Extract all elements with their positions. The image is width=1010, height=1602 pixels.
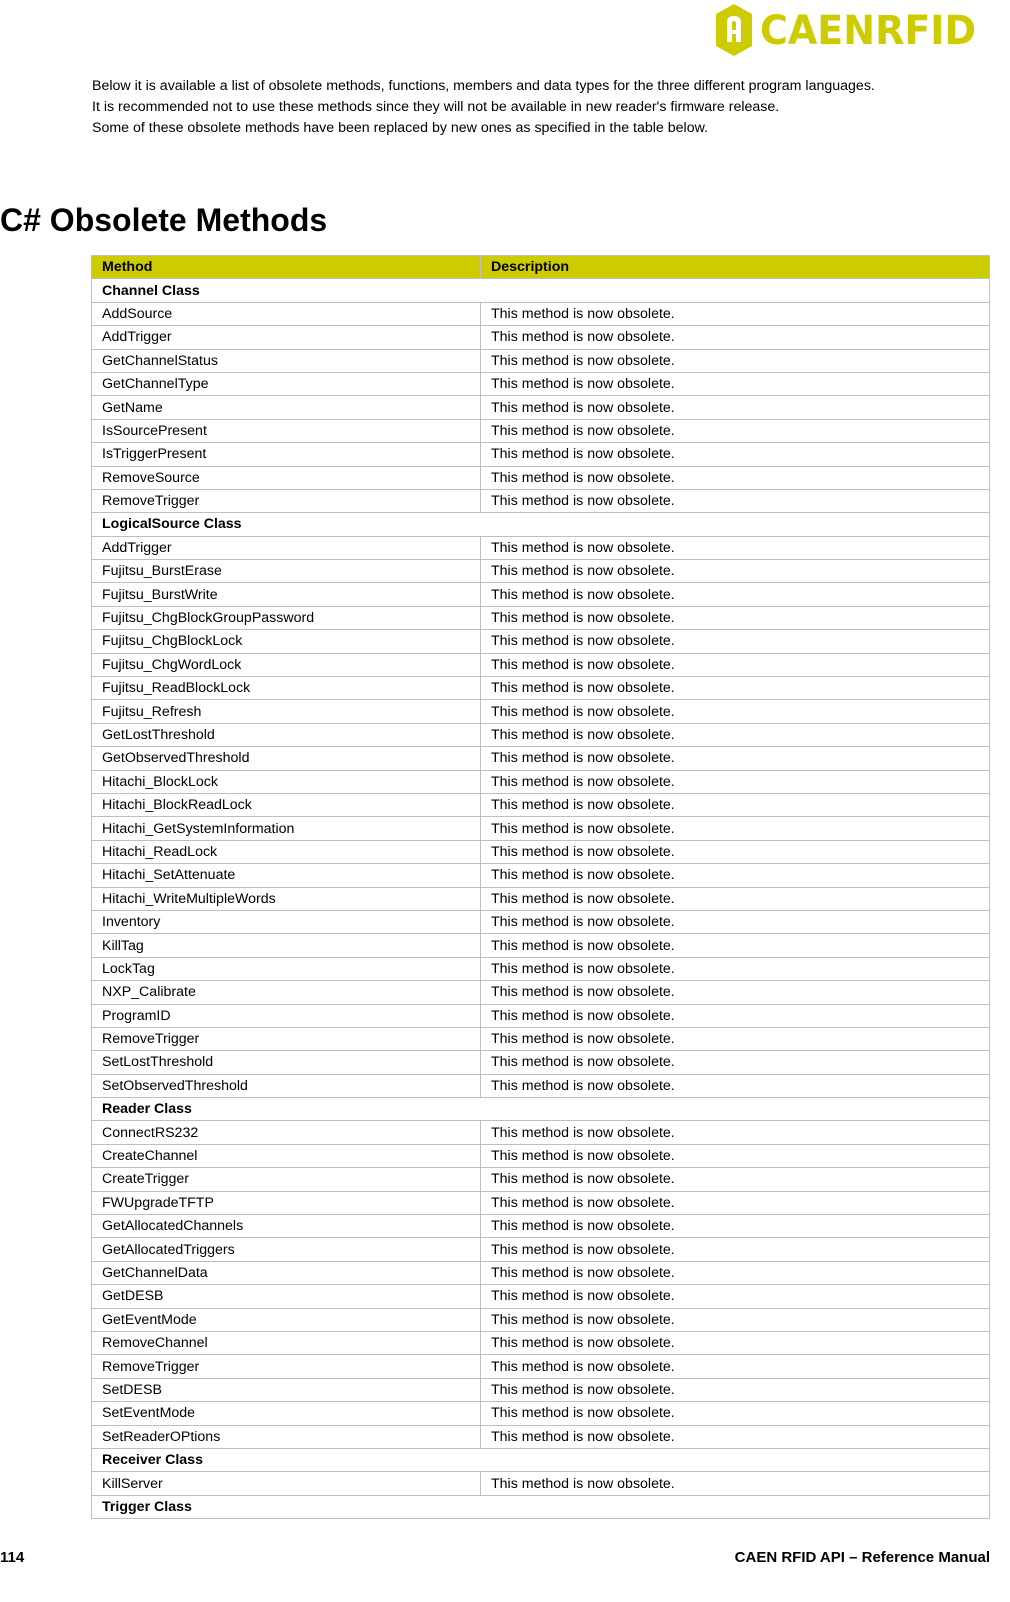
description-cell: This method is now obsolete. [481,934,990,957]
description-cell: This method is now obsolete. [481,1191,990,1214]
table-section-row [92,279,990,302]
table-section-row [92,1098,990,1121]
method-name-cell: RemoveChannel [92,1331,481,1354]
description-cell: This method is now obsolete. [481,1378,990,1401]
table-header-row [92,256,990,279]
table-row [92,910,990,933]
table-row [92,419,990,442]
description-cell: This method is now obsolete. [481,349,990,372]
description-cell: This method is now obsolete. [481,864,990,887]
table-section-row [92,513,990,536]
table-row [92,1004,990,1027]
table-row [92,1308,990,1331]
table-row [92,489,990,512]
table-row [92,326,990,349]
description-cell: This method is now obsolete. [481,443,990,466]
method-name-cell: ConnectRS232 [92,1121,481,1144]
method-name-cell: RemoveTrigger [92,1027,481,1050]
description-cell: This method is now obsolete. [481,981,990,1004]
description-cell: This method is now obsolete. [481,302,990,325]
table-row [92,1074,990,1097]
description-cell: This method is now obsolete. [481,770,990,793]
description-cell: This method is now obsolete. [481,630,990,653]
description-cell: This method is now obsolete. [481,817,990,840]
description-cell: This method is now obsolete. [481,1004,990,1027]
method-name-cell: AddSource [92,302,481,325]
description-cell: This method is now obsolete. [481,700,990,723]
description-cell: This method is now obsolete. [481,583,990,606]
table-row [92,1121,990,1144]
intro-paragraph-2: It is recommended not to use these methods since they will not be available in new reader's firmware release. [92,99,780,115]
method-name-cell: Hitachi_GetSystemInformation [92,817,481,840]
description-cell: This method is now obsolete. [481,1261,990,1284]
table-row [92,840,990,863]
description-cell: This method is now obsolete. [481,887,990,910]
method-name-cell: SetObservedThreshold [92,1074,481,1097]
table-row [92,1144,990,1167]
table-row [92,981,990,1004]
section-heading: LogicalSource Class [92,513,990,536]
method-name-cell: GetEventMode [92,1308,481,1331]
obsolete-methods-table [91,255,990,1519]
table-row [92,1402,990,1425]
method-name-cell: LockTag [92,957,481,980]
description-cell: This method is now obsolete. [481,419,990,442]
table-row [92,1472,990,1495]
description-cell: This method is now obsolete. [481,957,990,980]
table-row [92,723,990,746]
method-name-cell: GetLostThreshold [92,723,481,746]
method-name-cell: GetName [92,396,481,419]
method-name-cell: Fujitsu_ChgBlockGroupPassword [92,606,481,629]
method-name-cell: AddTrigger [92,326,481,349]
method-name-cell: CreateTrigger [92,1168,481,1191]
table-row [92,817,990,840]
description-cell: This method is now obsolete. [481,1331,990,1354]
table-row [92,630,990,653]
method-name-cell: Hitachi_BlockReadLock [92,793,481,816]
description-cell: This method is now obsolete. [481,1402,990,1425]
method-name-cell: Inventory [92,910,481,933]
description-cell: This method is now obsolete. [481,1074,990,1097]
table-row [92,1027,990,1050]
method-name-cell: Hitachi_WriteMultipleWords [92,887,481,910]
description-cell: This method is now obsolete. [481,606,990,629]
method-name-cell: SetReaderOPtions [92,1425,481,1448]
method-name-cell: Fujitsu_ReadBlockLock [92,677,481,700]
page-number: 114 [0,1549,25,1566]
method-name-cell: Fujitsu_BurstWrite [92,583,481,606]
table-row [92,1215,990,1238]
table-row [92,1425,990,1448]
table-row [92,700,990,723]
method-name-cell: AddTrigger [92,536,481,559]
table-row [92,1168,990,1191]
description-cell: This method is now obsolete. [481,489,990,512]
method-name-cell: SetEventMode [92,1402,481,1425]
description-cell: This method is now obsolete. [481,1121,990,1144]
description-cell: This method is now obsolete. [481,560,990,583]
description-cell: This method is now obsolete. [481,536,990,559]
method-name-cell: RemoveSource [92,466,481,489]
intro-paragraph-1: Below it is available a list of obsolete methods, functions, members and data types for the three different program languages. [92,78,875,94]
description-cell: This method is now obsolete. [481,1027,990,1050]
table-row [92,747,990,770]
method-name-cell: SetLostThreshold [92,1051,481,1074]
table-row [92,1191,990,1214]
method-name-cell: Fujitsu_ChgWordLock [92,653,481,676]
method-name-cell: Hitachi_SetAttenuate [92,864,481,887]
table-row [92,1331,990,1354]
description-cell: This method is now obsolete. [481,840,990,863]
method-name-cell: IsTriggerPresent [92,443,481,466]
description-cell: This method is now obsolete. [481,1308,990,1331]
method-name-cell: CreateChannel [92,1144,481,1167]
table-row [92,349,990,372]
description-cell: This method is now obsolete. [481,1472,990,1495]
table-row [92,560,990,583]
method-name-cell: GetAllocatedChannels [92,1215,481,1238]
method-name-cell: KillServer [92,1472,481,1495]
description-cell: This method is now obsolete. [481,653,990,676]
section-title: C# Obsolete Methods [0,202,328,238]
table-row [92,677,990,700]
section-heading: Reader Class [92,1098,990,1121]
description-cell: This method is now obsolete. [481,466,990,489]
description-cell: This method is now obsolete. [481,1144,990,1167]
method-name-cell: GetChannelData [92,1261,481,1284]
method-name-cell: ProgramID [92,1004,481,1027]
table-row [92,302,990,325]
description-cell: This method is now obsolete. [481,396,990,419]
description-cell: This method is now obsolete. [481,793,990,816]
method-name-cell: Hitachi_BlockLock [92,770,481,793]
description-cell: This method is now obsolete. [481,372,990,395]
table-row [92,653,990,676]
table-row [92,583,990,606]
method-name-cell: GetDESB [92,1285,481,1308]
table-row [92,1378,990,1401]
table-row [92,1355,990,1378]
table-row [92,443,990,466]
table-row [92,1051,990,1074]
method-name-cell: SetDESB [92,1378,481,1401]
table-row [92,957,990,980]
table-row [92,466,990,489]
logo-text: CAENRFID [760,8,976,54]
method-name-cell: GetObservedThreshold [92,747,481,770]
description-cell: This method is now obsolete. [481,1425,990,1448]
table-section-row [92,1448,990,1471]
footer-document-title: CAEN RFID API – Reference Manual [734,1549,990,1566]
method-name-cell: Fujitsu_ChgBlockLock [92,630,481,653]
method-name-cell: Fujitsu_Refresh [92,700,481,723]
table-row [92,887,990,910]
table-row [92,934,990,957]
table-row [92,1285,990,1308]
method-name-cell: KillTag [92,934,481,957]
method-name-cell: RemoveTrigger [92,489,481,512]
description-cell: This method is now obsolete. [481,1051,990,1074]
description-cell: This method is now obsolete. [481,1285,990,1308]
caenrfid-logo [710,0,982,60]
table-body [92,279,990,1519]
table-row [92,1261,990,1284]
table-row [92,396,990,419]
table-row [92,606,990,629]
table-row [92,536,990,559]
table-row [92,864,990,887]
description-cell: This method is now obsolete. [481,1355,990,1378]
table-row [92,793,990,816]
column-header-method: Method [92,256,481,279]
section-heading: Receiver Class [92,1448,990,1471]
method-name-cell: Hitachi_ReadLock [92,840,481,863]
description-cell: This method is now obsolete. [481,1238,990,1261]
section-heading: Trigger Class [92,1495,990,1518]
intro-paragraph-3: Some of these obsolete methods have been replaced by new ones as specified in the table below. [92,120,708,136]
method-name-cell: Fujitsu_BurstErase [92,560,481,583]
intro-text [92,76,982,139]
method-name-cell: GetChannelStatus [92,349,481,372]
method-name-cell: FWUpgradeTFTP [92,1191,481,1214]
method-name-cell: IsSourcePresent [92,419,481,442]
table-row [92,372,990,395]
table-row [92,770,990,793]
method-name-cell: GetAllocatedTriggers [92,1238,481,1261]
table-row [92,1238,990,1261]
description-cell: This method is now obsolete. [481,1215,990,1238]
description-cell: This method is now obsolete. [481,677,990,700]
method-name-cell: NXP_Calibrate [92,981,481,1004]
description-cell: This method is now obsolete. [481,1168,990,1191]
column-header-description: Description [481,256,990,279]
description-cell: This method is now obsolete. [481,910,990,933]
table-section-row [92,1495,990,1518]
description-cell: This method is now obsolete. [481,723,990,746]
method-name-cell: GetChannelType [92,372,481,395]
description-cell: This method is now obsolete. [481,747,990,770]
section-heading: Channel Class [92,279,990,302]
method-name-cell: RemoveTrigger [92,1355,481,1378]
description-cell: This method is now obsolete. [481,326,990,349]
